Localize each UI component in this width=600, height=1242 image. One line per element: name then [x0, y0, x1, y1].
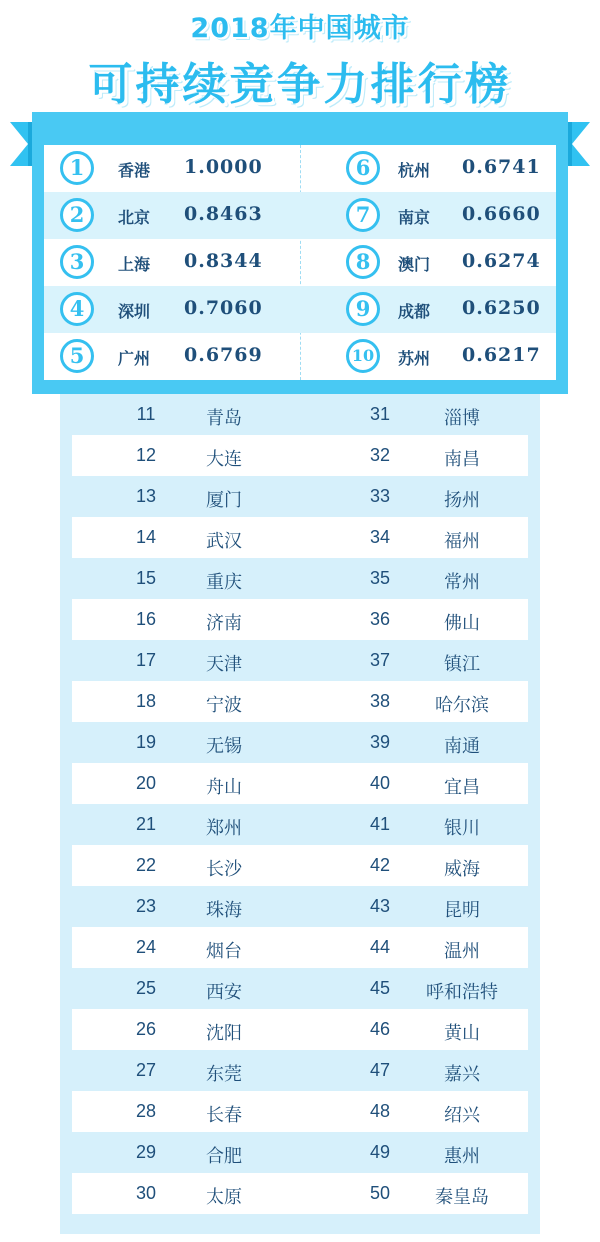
top10-card [32, 112, 568, 394]
rank-number: 14 [135, 527, 157, 547]
rank-number: 29 [135, 1142, 157, 1162]
city-name: 烟台 [206, 941, 242, 962]
top10-entry [44, 145, 300, 192]
city-name: 呼和浩特 [426, 982, 498, 1003]
city-score: 1.0000 [184, 156, 263, 178]
city-score: 0.6250 [462, 297, 541, 319]
rank-number: 43 [369, 896, 391, 916]
ribbon-left-tail [10, 122, 28, 166]
title-line-2: 可持续竞争力排行榜 [88, 59, 512, 110]
rank-number: 40 [369, 773, 391, 793]
rank-number: 27 [135, 1060, 157, 1080]
rank-number: 32 [369, 445, 391, 465]
rank-number: 34 [369, 527, 391, 547]
city-score: 0.6660 [462, 203, 541, 225]
city-name: 澳门 [398, 255, 431, 274]
list-row [72, 804, 528, 845]
list-row [72, 1173, 528, 1214]
rank-badge: 7 [346, 198, 380, 232]
rank-number: 25 [135, 978, 157, 998]
city-name: 常州 [444, 572, 480, 593]
city-name: 武汉 [206, 531, 242, 552]
rank-number: 47 [369, 1060, 391, 1080]
list-row [72, 558, 528, 599]
rank-badge: 10 [346, 339, 380, 373]
top10-entry [300, 192, 556, 239]
ribbon-right-tail [572, 122, 590, 166]
rank-number: 42 [369, 855, 391, 875]
rank-number: 19 [135, 732, 157, 752]
rank-number: 38 [369, 691, 391, 711]
list-row [72, 1091, 528, 1132]
city-name: 成都 [398, 302, 431, 321]
top10-row [44, 145, 556, 192]
city-name: 舟山 [206, 777, 242, 798]
top10-table [44, 145, 556, 380]
city-score: 0.6217 [462, 344, 541, 366]
city-name: 嘉兴 [444, 1064, 480, 1085]
rank-badge: 5 [60, 339, 94, 373]
rank-number: 33 [369, 486, 391, 506]
city-name: 沈阳 [206, 1023, 242, 1044]
list-row [72, 517, 528, 558]
city-score: 0.8463 [184, 203, 263, 225]
city-name: 南昌 [444, 449, 480, 470]
top10-entry [300, 239, 556, 286]
top10-entry [44, 333, 300, 380]
city-name: 秦皇岛 [435, 1187, 489, 1208]
city-name: 长春 [206, 1105, 242, 1126]
rank-number: 31 [369, 404, 391, 424]
list-row [72, 1050, 528, 1091]
city-name: 宜昌 [444, 777, 480, 798]
rank-number: 35 [369, 568, 391, 588]
rank-number: 18 [135, 691, 157, 711]
rank-number: 50 [369, 1183, 391, 1203]
rank-number: 17 [135, 650, 157, 670]
city-name: 长沙 [206, 859, 242, 880]
list-row [72, 1009, 528, 1050]
top10-row [44, 333, 556, 380]
city-name: 杭州 [398, 161, 431, 180]
rank-number: 13 [135, 486, 157, 506]
top10-row [44, 239, 556, 286]
city-name: 北京 [118, 208, 151, 227]
rank-number: 37 [369, 650, 391, 670]
rank-number: 49 [369, 1142, 391, 1162]
rank-badge: 6 [346, 151, 380, 185]
city-name: 合肥 [206, 1146, 242, 1167]
city-name: 银川 [444, 818, 480, 839]
rank-number: 26 [135, 1019, 157, 1039]
rank-badge: 1 [60, 151, 94, 185]
rank-badge: 8 [346, 245, 380, 279]
top10-row [44, 192, 556, 239]
city-name: 太原 [206, 1187, 242, 1208]
city-name: 南通 [444, 736, 480, 757]
rank-number: 44 [369, 937, 391, 957]
title-header [0, 0, 600, 110]
ranking-list-card [60, 394, 540, 1234]
list-row [72, 886, 528, 927]
city-name: 佛山 [444, 613, 480, 634]
city-name: 黄山 [444, 1023, 480, 1044]
top10-row [44, 286, 556, 333]
city-name: 上海 [118, 255, 151, 274]
rank-badge: 9 [346, 292, 380, 326]
city-name: 苏州 [398, 349, 431, 368]
top10-entry [44, 239, 300, 286]
city-name: 珠海 [206, 900, 242, 921]
list-row [72, 435, 528, 476]
city-name: 郑州 [206, 818, 242, 839]
rank-number: 21 [135, 814, 157, 834]
city-name: 无锡 [206, 736, 242, 757]
rank-number: 39 [369, 732, 391, 752]
city-name: 扬州 [444, 490, 480, 511]
rank-badge: 4 [60, 292, 94, 326]
top10-entry [300, 286, 556, 333]
city-score: 0.6769 [184, 344, 263, 366]
city-score: 0.7060 [184, 297, 263, 319]
list-row [72, 845, 528, 886]
city-name: 青岛 [206, 408, 242, 429]
rank-number: 20 [135, 773, 157, 793]
city-name: 东莞 [206, 1064, 242, 1085]
list-row [72, 599, 528, 640]
list-row [72, 640, 528, 681]
city-name: 大连 [206, 449, 242, 470]
list-row [72, 476, 528, 517]
city-name: 深圳 [118, 302, 151, 321]
city-name: 厦门 [206, 490, 242, 511]
city-score: 0.6741 [462, 156, 541, 178]
rank-number: 24 [135, 937, 157, 957]
city-name: 绍兴 [444, 1105, 480, 1126]
rank-number: 41 [369, 814, 391, 834]
city-name: 济南 [206, 613, 242, 634]
city-name: 镇江 [444, 654, 480, 675]
city-name: 香港 [118, 161, 151, 180]
title-line-1: 2018年中国城市 [190, 13, 410, 44]
rank-number: 28 [135, 1101, 157, 1121]
rank-number: 36 [369, 609, 391, 629]
rank-number: 45 [369, 978, 391, 998]
list-row [72, 763, 528, 804]
rank-badge: 2 [60, 198, 94, 232]
top10-entry [300, 145, 556, 192]
city-name: 威海 [444, 859, 480, 880]
list-row [72, 722, 528, 763]
rank-number: 48 [369, 1101, 391, 1121]
city-name: 重庆 [206, 572, 242, 593]
city-score: 0.8344 [184, 250, 263, 272]
rank-number: 22 [135, 855, 157, 875]
list-row [72, 927, 528, 968]
top10-entry [300, 333, 556, 380]
rank-number: 12 [135, 445, 157, 465]
list-row [72, 394, 528, 435]
city-name: 广州 [118, 349, 151, 368]
top10-entry [44, 286, 300, 333]
top10-entry [44, 192, 300, 239]
city-name: 宁波 [206, 695, 242, 716]
city-name: 福州 [444, 531, 480, 552]
city-name: 温州 [444, 941, 480, 962]
ranking-list [72, 394, 528, 1214]
city-name: 淄博 [444, 408, 480, 429]
city-name: 昆明 [444, 900, 480, 921]
list-row [72, 1132, 528, 1173]
rank-number: 23 [135, 896, 157, 916]
rank-number: 11 [136, 404, 156, 424]
city-name: 南京 [398, 208, 431, 227]
rank-number: 16 [135, 609, 157, 629]
city-name: 天津 [206, 654, 242, 675]
list-row [72, 968, 528, 1009]
rank-badge: 3 [60, 245, 94, 279]
city-name: 哈尔滨 [435, 695, 489, 716]
city-name: 惠州 [444, 1146, 480, 1167]
list-row [72, 681, 528, 722]
rank-number: 46 [369, 1019, 391, 1039]
city-name: 西安 [206, 982, 242, 1003]
rank-number: 30 [135, 1183, 157, 1203]
city-score: 0.6274 [462, 250, 541, 272]
rank-number: 15 [135, 568, 157, 588]
